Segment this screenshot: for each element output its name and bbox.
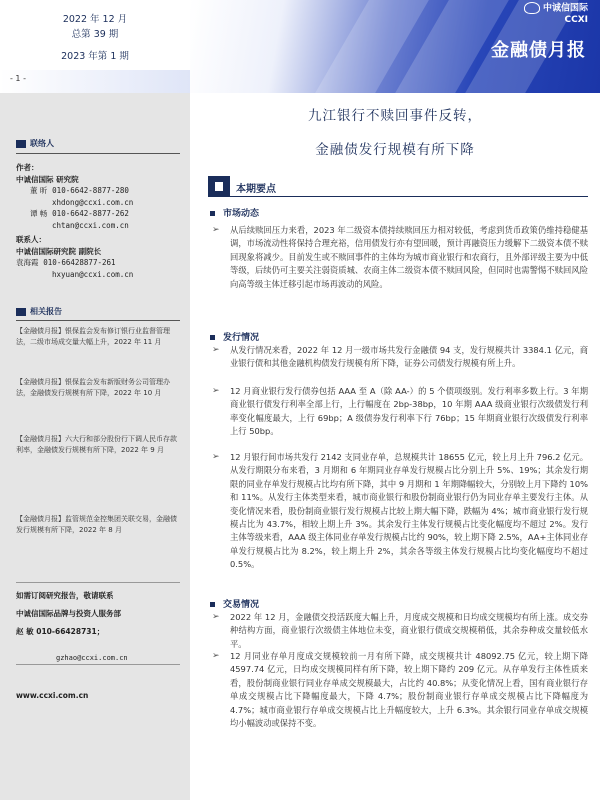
issuance-paragraph-2: ➢ 12 月商业银行发行债券包括 AAA 至 A（除 AA-）的 5 个债项级别。发行利率多数上行。3 年期商业银行债发行利率全部上行，上行幅度在 2bp-38bp，10 年期 AAA 级商业银行次级债发行利率变化幅度最大，上行 69bp；A 级债券发行利率下行 76bp；15 年期商业银行次级债发行利率上行 50bp。 [212,386,588,437]
subscribe-person: 赵 敏 010-66428731； [16,627,105,636]
subscribe-line1: 如需订阅研究报告，敬请联系 [16,591,114,600]
title-line-1: 九江银行不赎回事件反转， [308,108,482,124]
report-title: 金融债月报 [491,40,586,61]
arrow-bullet-icon: ➢ [212,612,220,622]
divider [16,153,180,154]
arrow-bullet-icon: ➢ [212,651,220,661]
author-1-email[interactable]: xhdong@ccxi.com.cn [52,197,134,207]
trading-paragraph-1: ➢ 2022 年 12 月，金融债交投活跃度大幅上升，月度成交规模和日均成交规模均有所上涨。成交券种结构方面，商业银行次级债主体地位未变，商业银行债成交规模稍低，其余券种成交量较低水平。 [212,612,588,649]
author-2: 谭 畅 010-6642-8877-262 [30,209,129,218]
contact-email[interactable]: hxyuan@ccxi.com.cn [52,269,134,279]
header-banner [190,0,600,93]
authors-dept: 中诚信国际 研究院 [16,174,79,184]
subscribe-line2: 中诚信国际品牌与投资人服务部 [16,609,121,618]
author-2-email[interactable]: chtan@ccxi.com.cn [52,220,129,230]
related-icon [16,308,26,316]
related-report-1[interactable]: 【金融债月报】银保监会发布修订银行业监督管理法，二级市场成交量大幅上升，2022 年 11 月 [16,327,170,346]
ccxi-logo-icon [524,2,540,14]
arrow-bullet-icon: ➢ [212,225,220,235]
website-link[interactable]: www.ccxi.com.cn [16,691,89,700]
issue-year: 2023 年第 1 期 [61,51,129,62]
brand-logo [524,2,588,26]
contacts-icon [16,140,26,148]
related-heading: 相关报告 [16,306,62,317]
issuance-paragraph-3: ➢ 12 月银行间市场共发行 2142 支同业存单，总规模共计 18655 亿元，较上月上升 796.2 亿元。从发行期限分布来看，3 月期和 6 年期同业存单发行规模占比分别上升 5%、19%；其余发行期限的同业存单发行规模占比均有所下降，其中 9 月期和 1 年期降幅较大，分别较上月下降约 10% 和 11%。从发行主体类型来看，城市商业银行和股份制商业银行仍为同业存单主要发行主体。从变化情况来看，股份制商业银行发行规模占比较上期大幅下降，跌幅为 4%；城市商业银行发行规模占比为 43.7%，相较上期上升 3%。其余发行主体发行规模占比变化幅度均不超过 2%。发行主体等级来看，AAA 级主体同业存单发行规模占比约 90%，较上期下降 2.5%，AA+主体同业存单发行规模占比为 8.2%，较上期上升 2%，其余各等级主体发行规模占比均变化幅度均不超过 0.5%。 [212,452,588,570]
related-report-4[interactable]: 【金融债月报】监管规范金控集团关联交易，金融债发行规模有所下降，2022 年 8 月 [16,515,177,534]
trading-paragraph-2: ➢ 12 月同业存单月度成交规模较前一月有所下降，成交规模共计 48092.75 亿元，较上期下降 4597.74 亿元，日均成交规模同样有所下降，较上期下降约 209 亿元。从存单发行主体性质来看，股份制商业银行同业存单成交规模最大，占比约 40.8%；从变化情况上看，国有商业银行存单成交规模占比下降幅度最大，下降 4.7%；股份制商业银行存单成交规模占比下降幅度为 4.7%；城市商业银行存单成交规模占比上升幅度较大，上升 6.3%。其余银行同业存单成交规模均小幅波动或保持不变。 [212,651,588,729]
contacts-heading: 联络人 [16,138,54,149]
summary-icon [208,176,230,197]
issue-total: 总第 39 期 [71,29,119,40]
subscribe-email[interactable]: gzhao@ccxi.com.cn [56,654,128,662]
page-mark: - 1 - [10,74,26,83]
header-left-band [0,70,190,93]
summary-header [208,176,588,197]
logo-cn: 中诚信国际 [542,3,588,14]
author-1: 董 昕 010-6642-8877-280 [30,186,129,195]
divider [16,320,180,321]
authors-label: 作者： [16,163,39,172]
arrow-bullet-icon: ➢ [212,452,220,462]
market-paragraph: ➢ 从后续赎回压力来看，2023 年二级资本债持续赎回压力相对较低，考虑到货币政策仍维持稳健基调，市场流动性将保持合理充裕，信用债发行亦有望回暖，预计再融资压力缓解下二级资本债不赎回现象将减少。目前发生或不赎回事件的主体均为城市商业银行和农商行，且外部评级主要为中低等级，后续仍可主要关注弱资质城、农商主体二级资本债不赎回风险，但同时也需警惕不赎回风险向高等级主体迁移引起市场再波动的风险。 [212,225,588,289]
report-date: 2022 年 12 月 [62,14,128,25]
contact-label: 联系人： [16,235,46,244]
divider [16,664,180,665]
section-market-title: 市场动态 [210,206,259,219]
contact-person: 袁海霞 010-66428877-261 [16,258,116,267]
arrow-bullet-icon: ➢ [212,345,220,355]
title-line-2: 金融债发行规模有所下降 [315,142,475,158]
arrow-bullet-icon: ➢ [212,386,220,396]
header-meta [0,0,190,70]
summary-heading: 本期要点 [236,184,276,195]
related-report-2[interactable]: 【金融债月报】银保监会发布新版财务公司管理办法，金融债发行规模有所下降，2022 年 10 月 [16,378,170,397]
section-trading-title: 交易情况 [210,597,259,610]
divider [16,582,180,583]
logo-en: CCXI [564,14,588,25]
contact-title: 中诚信国际研究院 副院长 [16,246,102,256]
section-issuance-title: 发行情况 [210,330,259,343]
related-report-3[interactable]: 【金融债月报】六大行和部分股份行下调人民币存款利率，金融债发行规模有所下降，2022 年 9 月 [16,435,177,454]
issuance-paragraph-1: ➢ 从发行情况来看，2022 年 12 月一级市场共发行金融债 94 支，发行规模共计 3384.1 亿元，商业银行债和其他金融机构债发行规模有所下降，证券公司债发行规模有所上升。 [212,345,588,369]
